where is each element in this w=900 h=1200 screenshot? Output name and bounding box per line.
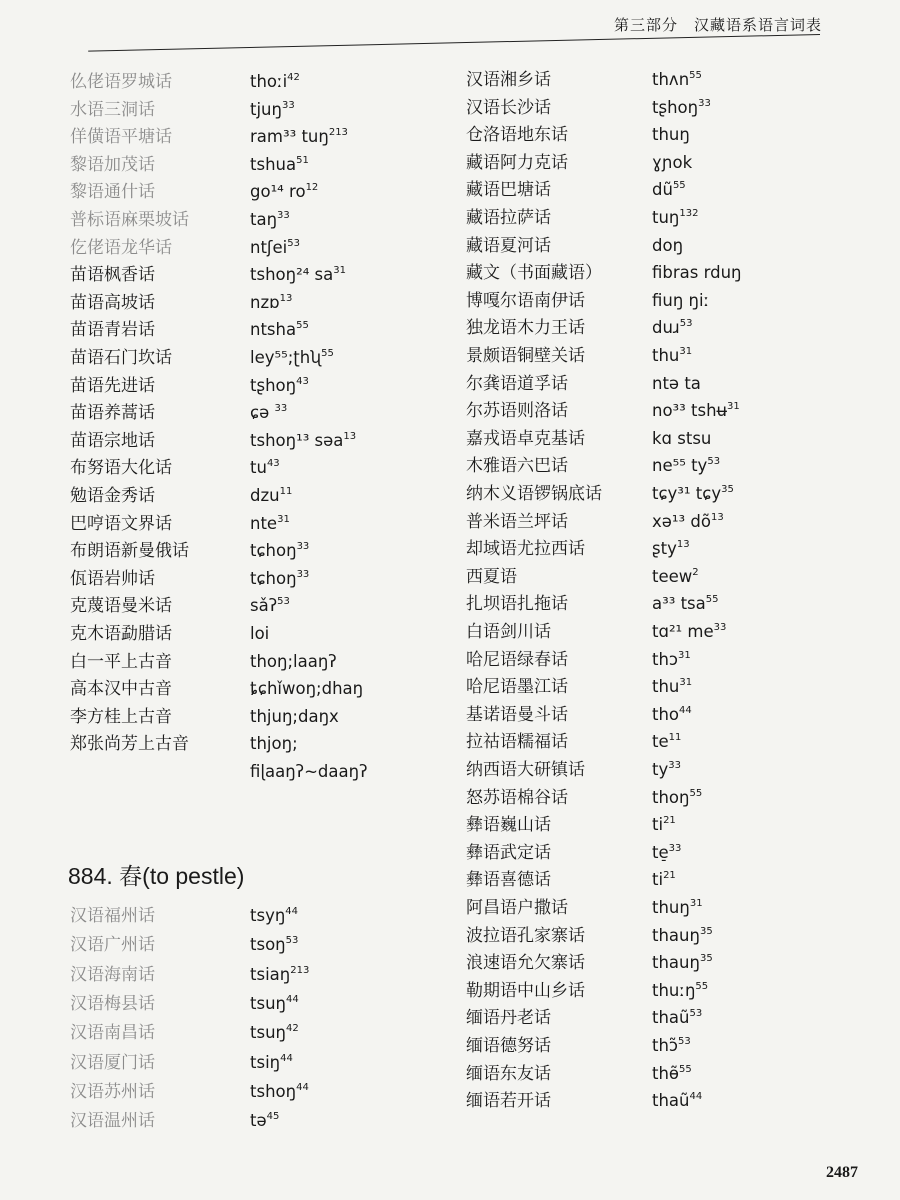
language-name: 苗语青岩话: [70, 320, 155, 341]
form-text: tɕy³¹ tɕy: [652, 484, 722, 503]
word-form: [652, 951, 713, 975]
tone-mark: 53: [689, 1008, 703, 1020]
tone-mark: 33: [296, 541, 310, 553]
tone-mark: 53: [285, 935, 299, 947]
tone-mark: 33: [713, 622, 727, 633]
tone-mark: 55: [321, 348, 334, 359]
tone-mark: 31: [679, 346, 693, 357]
tone-mark: 31: [727, 401, 740, 413]
language-name: 景颇语铜壁关话: [466, 346, 585, 366]
language-name: 独龙语木力王话: [466, 318, 585, 339]
word-form: [250, 153, 309, 177]
form-text: a³³ tsa: [652, 594, 706, 614]
form-text: tshua: [250, 154, 297, 174]
tone-mark: 55: [672, 180, 686, 192]
word-form: [652, 178, 686, 202]
word-form: [652, 758, 681, 782]
form-text: taŋ: [250, 210, 278, 229]
language-name: 木雅语六巴话: [466, 456, 568, 477]
form-text: tho: [652, 704, 680, 724]
tone-mark: 35: [699, 953, 713, 965]
tone-mark: 33: [277, 210, 290, 221]
word-form: [250, 401, 287, 425]
tone-mark: 31: [333, 265, 346, 277]
form-text: ntsha: [250, 320, 297, 340]
word-form: [250, 1080, 309, 1104]
tone-mark: 44: [296, 1081, 309, 1093]
form-text: dũ: [652, 180, 673, 200]
word-form: [250, 732, 298, 756]
word-form: [652, 786, 702, 810]
form-text: tɑ²¹ me: [652, 622, 714, 641]
word-form: [250, 992, 299, 1016]
tone-mark: 21: [663, 870, 676, 882]
form-text: fiɭaaŋʔ~daaŋʔ: [250, 762, 368, 781]
language-name: 纳木义语锣锅底话: [466, 484, 602, 504]
tone-mark: 2: [692, 566, 699, 578]
language-name: 缅语若开话: [466, 1091, 551, 1112]
word-form: [250, 456, 280, 480]
tone-mark: 53: [287, 237, 300, 249]
language-name: 仓洛语地东话: [466, 125, 568, 146]
word-form: [652, 372, 701, 396]
language-name: 汉语温州话: [70, 1111, 155, 1132]
running-header: 第三部分 汉藏语系语言词表: [614, 16, 823, 34]
language-name: 怒苏语棉谷话: [466, 787, 568, 808]
language-name: 汉语海南话: [70, 964, 155, 985]
word-form: [652, 703, 692, 727]
tone-mark: 31: [678, 649, 691, 661]
form-text: ley⁵⁵;ʈhʯ: [250, 348, 322, 367]
word-form: [250, 429, 356, 453]
language-name: 布努语大化话: [70, 458, 172, 479]
word-form: [652, 1062, 692, 1086]
language-name: 苗语养蒿话: [70, 403, 155, 424]
language-name: 缅语丹老话: [466, 1008, 551, 1029]
language-name: 高本汉中古音: [70, 679, 172, 700]
form-text: thɔ̃: [652, 1036, 678, 1055]
tone-mark: 33: [668, 760, 681, 771]
language-name: 李方桂上古音: [70, 706, 172, 727]
language-name: 白一平上古音: [70, 651, 172, 672]
tone-mark: 132: [679, 208, 699, 219]
form-text: thoŋ: [652, 787, 690, 807]
word-form: [652, 565, 699, 589]
form-text: te̠: [652, 842, 669, 862]
word-form: [652, 123, 690, 147]
form-text: thoŋ;laaŋʔ: [250, 651, 337, 671]
form-text: ntʃei: [250, 237, 288, 257]
form-text: thɵ̃: [652, 1063, 680, 1083]
language-name: 黎语加茂话: [70, 154, 155, 175]
word-form: [250, 236, 300, 260]
word-form: [250, 539, 309, 563]
word-form: [652, 234, 683, 258]
word-form: [652, 675, 692, 699]
tone-mark: 35: [699, 925, 713, 937]
word-form: [250, 263, 346, 287]
tone-mark: 33: [296, 568, 310, 580]
language-name: 汉语长沙话: [466, 97, 551, 118]
form-text: tsuŋ: [250, 1023, 286, 1043]
form-text: ram³³ tuŋ: [250, 127, 329, 147]
word-form: [250, 933, 298, 957]
word-form: [250, 374, 309, 398]
form-text: thuŋ: [652, 898, 690, 917]
word-form: [250, 291, 292, 315]
word-form: [652, 261, 742, 285]
language-name: 阿昌语户撒话: [466, 898, 568, 918]
language-name: 郑张尚芳上古音: [70, 734, 189, 755]
form-text: tuŋ: [652, 208, 680, 227]
tone-mark: 44: [679, 704, 692, 716]
language-name: 勒期语中山乡话: [466, 980, 585, 1001]
form-text: tʂhoŋ: [250, 375, 297, 395]
language-name: 水语三洞话: [70, 99, 155, 120]
language-name: 彝语武定话: [466, 842, 551, 863]
form-text: doŋ: [652, 235, 684, 255]
language-name: 佤语岩帅话: [70, 568, 155, 589]
form-text: thjoŋ;: [250, 734, 298, 754]
tone-mark: 53: [678, 1036, 691, 1047]
word-form: [250, 904, 298, 928]
tone-mark: 53: [277, 596, 290, 608]
header-rule: [88, 34, 820, 52]
form-text: xə¹³ dõ: [652, 511, 711, 531]
form-text: thoːi: [250, 72, 288, 91]
language-name: 汉语厦门话: [70, 1052, 155, 1073]
form-text: ɕə: [250, 403, 275, 423]
language-name: 波拉语孔家寨话: [466, 925, 585, 946]
language-name: 苗语先进话: [70, 375, 155, 396]
tone-mark: 51: [296, 154, 309, 166]
word-form: [652, 924, 713, 948]
tone-mark: 42: [287, 72, 300, 83]
word-form: [250, 484, 292, 508]
language-name: 仡佬语龙华话: [70, 237, 172, 258]
language-name: 浪速语允欠寨话: [466, 953, 585, 974]
tone-mark: 31: [689, 898, 703, 909]
language-name: 汉语梅县话: [70, 993, 155, 1014]
word-form: [652, 427, 711, 451]
tone-mark: 55: [296, 320, 309, 332]
word-form: [250, 677, 363, 701]
form-text: kɑ stsu: [652, 428, 712, 448]
word-form: [250, 318, 309, 342]
word-form: [652, 1006, 702, 1030]
word-form: [652, 289, 709, 313]
form-text: thɔ: [652, 649, 678, 669]
section-heading: [68, 858, 244, 891]
form-text: tʂhoŋ: [652, 97, 699, 117]
form-text: nzɒ: [250, 292, 280, 312]
tone-mark: 44: [689, 1091, 703, 1103]
tone-mark: 43: [266, 458, 280, 470]
word-form: [250, 705, 339, 729]
word-form: [652, 96, 711, 120]
word-form: [652, 979, 708, 1003]
form-text: tshoŋ¹³ səa: [250, 430, 344, 450]
tone-mark: 55: [689, 70, 702, 81]
tone-mark: 13: [710, 511, 724, 523]
language-name: 苗语高坡话: [70, 292, 155, 313]
language-name: 缅语东友话: [466, 1063, 551, 1084]
form-text: thu: [652, 677, 680, 697]
language-name: 彝语喜德话: [466, 870, 551, 891]
language-name: 却域语尤拉西话: [466, 539, 585, 560]
language-name: 佯僙语平塘话: [70, 127, 172, 148]
language-name: 基诺语曼斗话: [466, 704, 568, 725]
language-name: 藏语拉萨话: [466, 208, 551, 228]
form-text: loi: [250, 624, 270, 643]
word-form: [652, 896, 703, 920]
form-text: tsiŋ: [250, 1052, 281, 1072]
word-form: [250, 594, 290, 618]
word-form: [652, 454, 720, 478]
language-name: 扎坝语扎拖话: [466, 594, 568, 615]
tone-mark: 44: [285, 906, 299, 917]
form-text: teew: [652, 566, 693, 586]
word-form: [250, 1051, 293, 1075]
word-form: [250, 963, 309, 987]
word-form: [652, 592, 719, 616]
word-form: [250, 208, 290, 232]
tone-mark: 44: [280, 1052, 293, 1064]
tone-mark: 13: [343, 430, 357, 442]
word-form: [652, 868, 676, 892]
form-text: nte: [250, 513, 278, 533]
language-name: 博嘎尔语南伊话: [466, 290, 585, 311]
tone-mark: 55: [689, 787, 703, 799]
tone-mark: 33: [668, 842, 682, 854]
form-text: fiuŋ ŋiː: [652, 290, 710, 310]
page-number: 2487: [826, 1164, 858, 1181]
form-text: ne⁵⁵ ty: [652, 456, 708, 476]
language-name: 克木语勐腊话: [70, 624, 172, 644]
word-form: [652, 1089, 702, 1113]
form-text: tɕhoŋ: [250, 568, 297, 588]
tone-mark: 21: [663, 815, 676, 827]
language-name: 苗语枫香话: [70, 265, 155, 286]
word-form: [250, 1021, 299, 1045]
tone-mark: 12: [305, 182, 319, 194]
word-form: [652, 730, 681, 754]
tone-mark: 213: [328, 127, 348, 139]
form-text: ʂty: [652, 539, 677, 559]
form-text: thuŋ: [652, 125, 690, 145]
tone-mark: 31: [679, 677, 693, 689]
word-form: [652, 482, 734, 506]
tone-mark: 42: [285, 1023, 299, 1035]
word-form: [652, 648, 691, 672]
language-name: 藏文（书面藏语）: [466, 263, 602, 284]
language-name: 汉语福州话: [70, 906, 155, 926]
tone-mark: 13: [676, 539, 690, 551]
language-name: 白语剑川话: [466, 622, 551, 642]
tone-mark: 33: [698, 97, 711, 109]
form-text: thʌn: [652, 70, 690, 89]
form-text: thjuŋ;daŋx: [250, 706, 339, 726]
word-form: [250, 512, 290, 536]
language-name: 汉语广州话: [70, 935, 155, 956]
word-form: [652, 344, 692, 368]
form-text: ty: [652, 760, 669, 779]
form-text: thu: [652, 346, 680, 365]
tone-mark: 53: [707, 456, 721, 468]
word-form: [652, 620, 726, 644]
word-form: [250, 180, 318, 204]
form-text: tɕhoŋ: [250, 541, 297, 561]
tone-mark: 43: [296, 375, 309, 387]
form-text: thaũ: [652, 1091, 690, 1111]
form-text: ȶɕhǐwoŋ;dhaŋ: [250, 679, 364, 699]
tone-mark: 13: [279, 292, 293, 304]
form-text: go¹⁴ ro: [250, 182, 306, 202]
language-name: 尔龚语道孚话: [466, 373, 568, 394]
language-name: 克蔑语曼米话: [70, 596, 172, 617]
form-text: thauŋ: [652, 953, 700, 973]
language-name: 汉语湘乡话: [466, 70, 551, 90]
language-name: 普米语兰坪话: [466, 511, 568, 532]
language-name: 仫佬语罗城话: [70, 72, 172, 92]
form-text: tu: [250, 458, 267, 478]
tone-mark: 55: [679, 1063, 692, 1075]
language-name: 勉语金秀话: [70, 486, 155, 506]
word-form: [652, 316, 693, 340]
word-form: [250, 98, 295, 122]
tone-mark: 11: [668, 732, 682, 744]
section-title: 舂(to pestle): [119, 863, 245, 889]
language-name: 哈尼语绿春话: [466, 649, 568, 670]
form-text: tə: [250, 1111, 267, 1131]
language-name: 缅语德努话: [466, 1036, 551, 1056]
language-name: 藏语夏河话: [466, 235, 551, 256]
word-form: [652, 537, 690, 561]
language-name: 西夏语: [466, 566, 517, 587]
form-text: tsoŋ: [250, 935, 286, 955]
tone-mark: 31: [277, 513, 290, 525]
word-form: [652, 206, 698, 230]
word-form: [250, 70, 300, 94]
form-text: tsyŋ: [250, 906, 286, 925]
form-text: ntə ta: [652, 373, 701, 393]
tone-mark: 55: [695, 980, 709, 992]
form-text: te: [652, 732, 669, 752]
word-form: [652, 1034, 691, 1058]
tone-mark: 33: [274, 403, 288, 415]
form-text: sǎʔ: [250, 596, 278, 616]
form-text: tshoŋ²⁴ sa: [250, 265, 334, 285]
language-name: 尔苏语则洛话: [466, 401, 568, 422]
word-form: [250, 125, 348, 149]
word-form: [250, 622, 269, 646]
language-name: 巴哼语文界话: [70, 513, 172, 534]
tone-mark: 33: [281, 99, 295, 111]
language-name: 藏语阿力克话: [466, 152, 568, 173]
form-text: dzu: [250, 486, 280, 505]
language-name: 普标语麻栗坡话: [70, 210, 189, 230]
language-name: 布朗语新曼俄话: [70, 541, 189, 562]
word-form: [652, 813, 676, 837]
word-form: [250, 760, 367, 784]
word-form: [652, 68, 702, 92]
language-name: 藏语巴塘话: [466, 180, 551, 201]
form-text: ɣɲok: [652, 152, 693, 172]
form-text: thauŋ: [652, 925, 700, 945]
language-name: 汉语苏州话: [70, 1081, 155, 1102]
tone-mark: 44: [285, 993, 299, 1005]
form-text: tshoŋ: [250, 1081, 297, 1101]
language-name: 苗语石门坎话: [70, 348, 172, 368]
tone-mark: 55: [705, 594, 719, 606]
form-text: no³³ tshʉ: [652, 401, 728, 421]
word-form: [250, 1109, 279, 1133]
language-name: 汉语南昌话: [70, 1023, 155, 1044]
word-form: [652, 510, 724, 534]
word-form: [250, 567, 309, 591]
form-text: thaũ: [652, 1008, 690, 1028]
language-name: 嘉戎语卓克基话: [466, 428, 585, 449]
language-name: 拉祜语糯福话: [466, 732, 568, 753]
word-form: [652, 399, 740, 423]
word-form: [250, 650, 337, 674]
form-text: tsiaŋ: [250, 964, 291, 984]
form-text: ti: [652, 870, 664, 890]
tone-mark: 35: [721, 484, 734, 495]
language-name: 纳西语大研镇话: [466, 760, 585, 780]
tone-mark: 53: [679, 318, 693, 330]
form-text: tjuŋ: [250, 99, 282, 119]
language-name: 彝语巍山话: [466, 815, 551, 836]
tone-mark: 45: [266, 1111, 280, 1123]
tone-mark: 213: [290, 964, 310, 976]
word-form: [652, 151, 692, 175]
form-text: ti: [652, 815, 664, 835]
form-text: fibras rduŋ: [652, 263, 742, 283]
language-name: 哈尼语墨江话: [466, 677, 568, 698]
word-form: [652, 841, 681, 865]
form-text: thuːŋ: [652, 980, 696, 1000]
form-text: tsuŋ: [250, 993, 286, 1013]
tone-mark: 11: [279, 486, 293, 497]
section-number: 884.: [68, 863, 113, 889]
language-name: 黎语通什话: [70, 182, 155, 203]
form-text: duɹ: [652, 318, 680, 338]
language-name: 苗语宗地话: [70, 430, 155, 451]
word-form: [250, 346, 334, 370]
